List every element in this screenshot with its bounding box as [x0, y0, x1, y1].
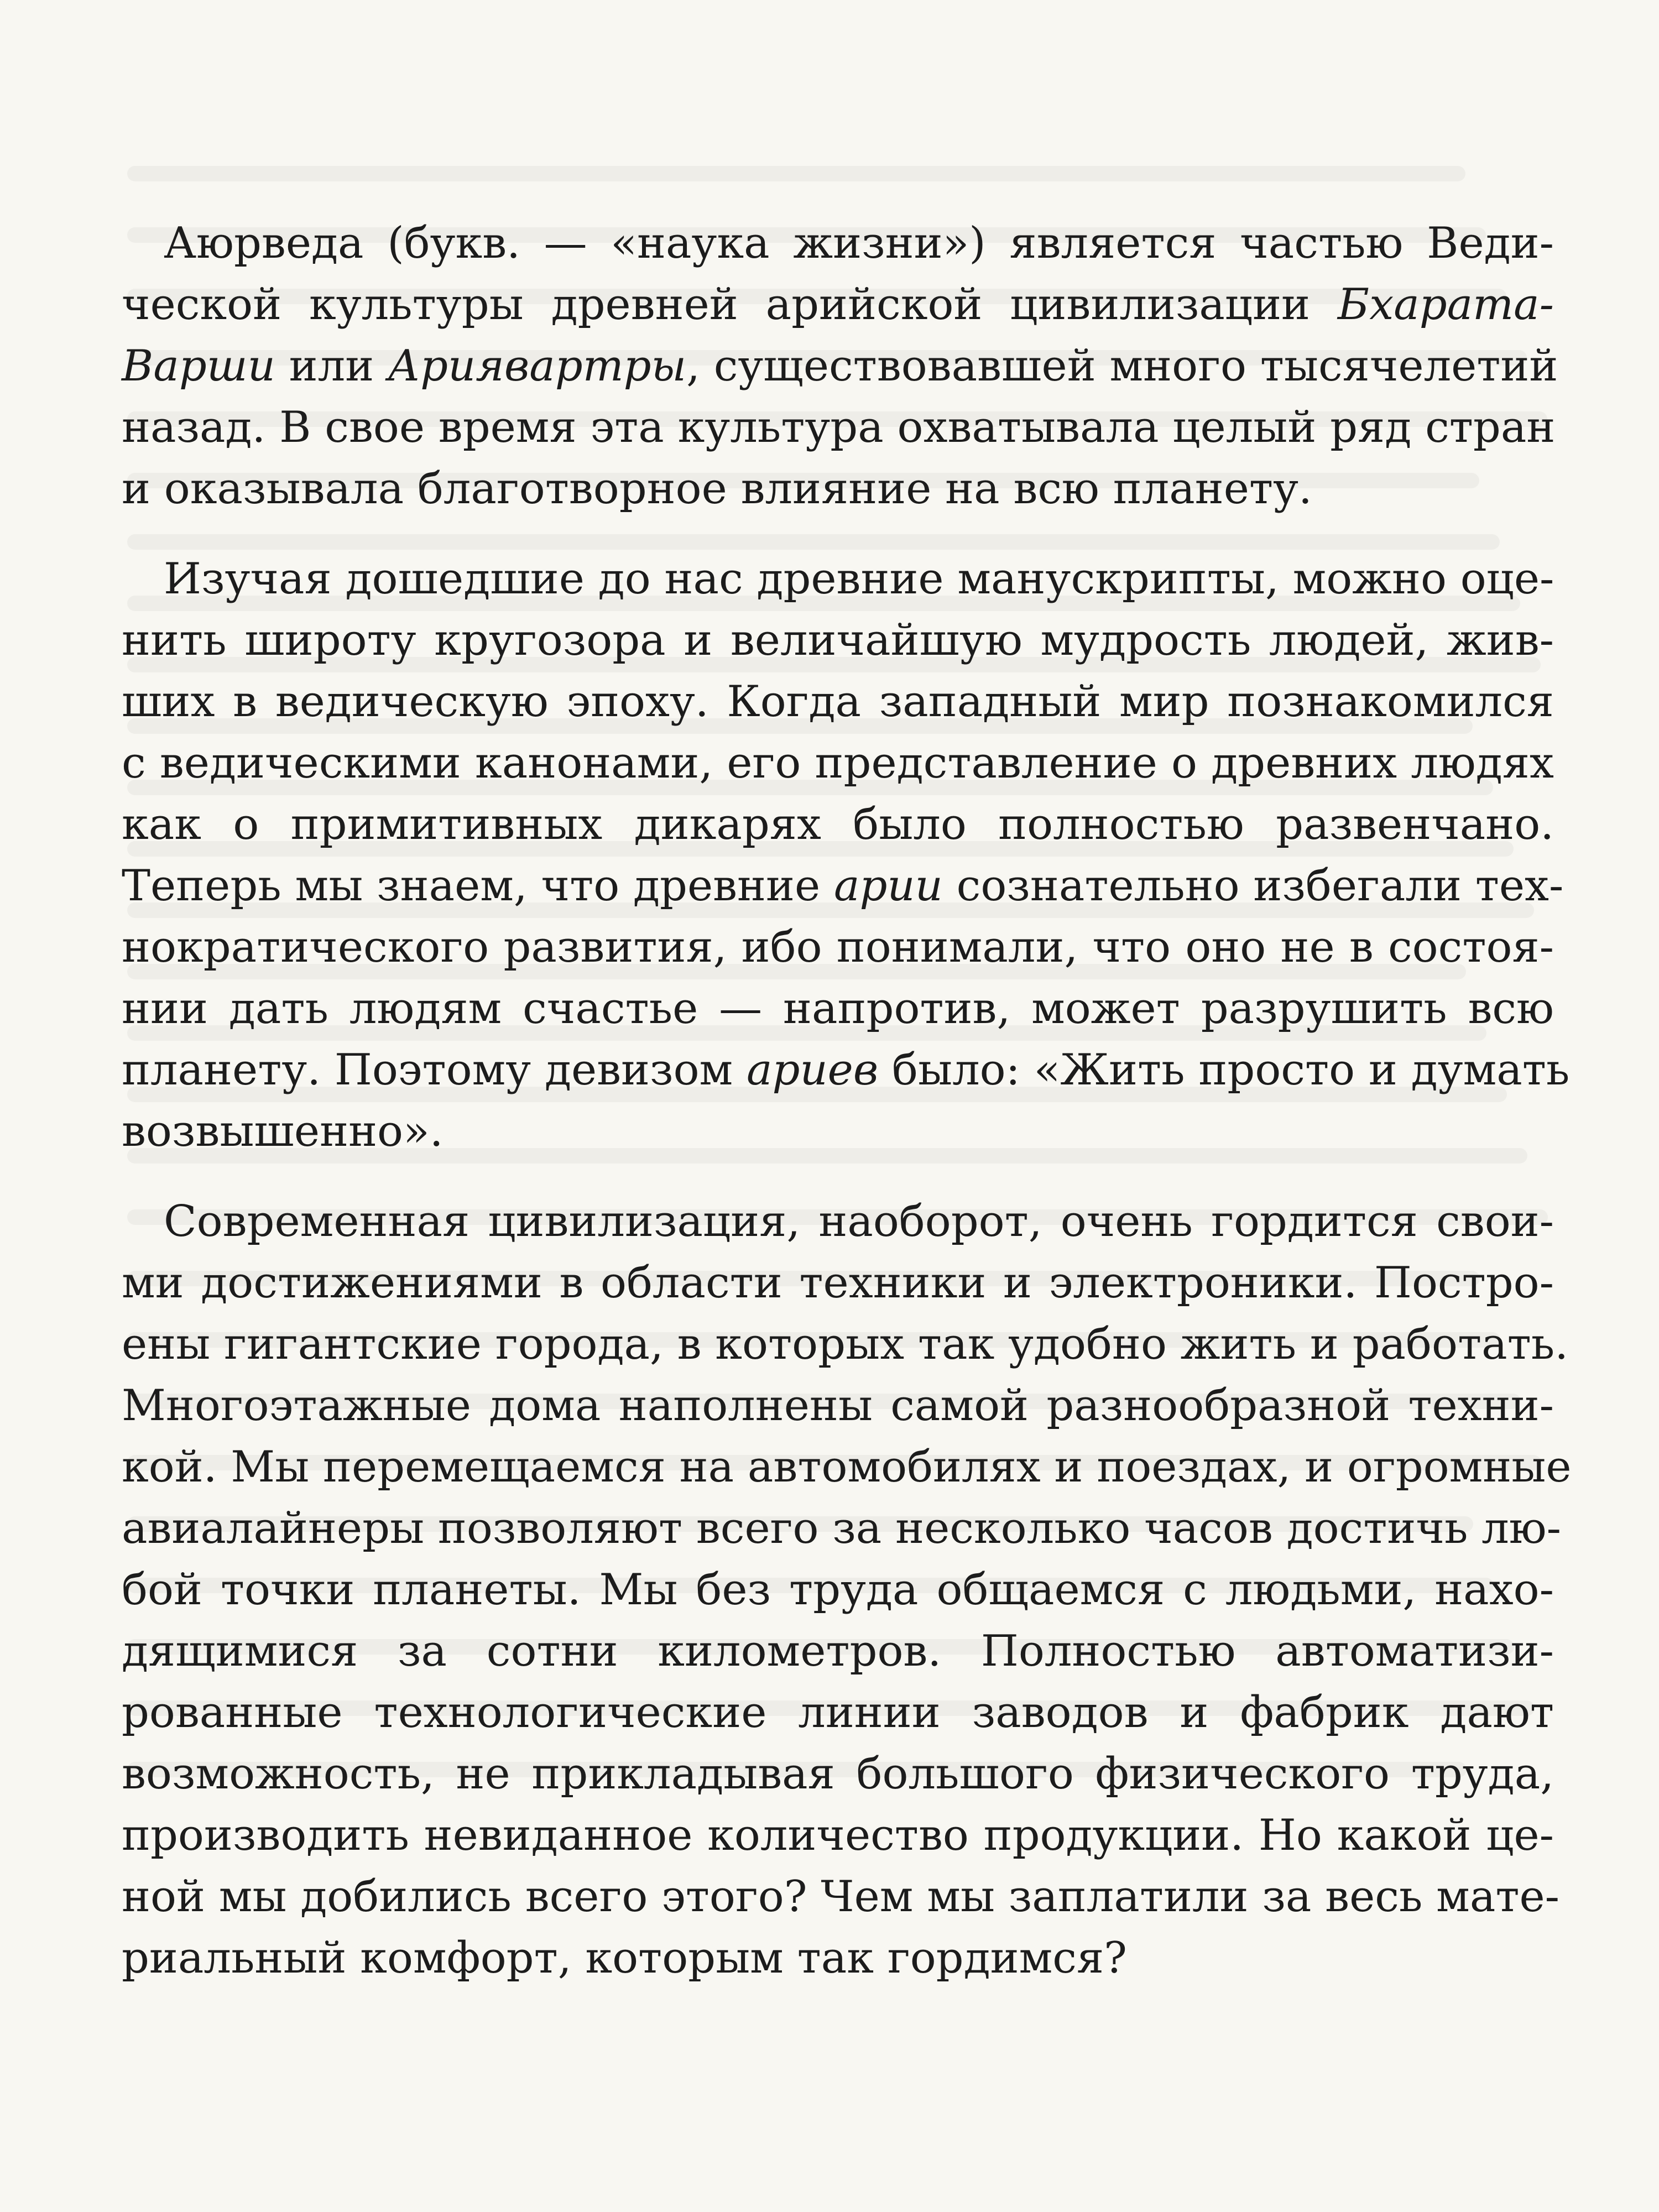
paragraph	[122, 1191, 1572, 1989]
text-segment: ной мы добились всего этого? Чем мы заплатили за весь мате-	[122, 1872, 1560, 1922]
text-line	[122, 1253, 1554, 1314]
text-line	[122, 978, 1554, 1040]
text-line	[122, 1437, 1572, 1498]
text-line	[122, 733, 1554, 794]
text-segment: ческой культуры древней арийской цивилизации	[122, 280, 1338, 330]
text-segment: кой. Мы перемещаемся на автомобилях и поездах, и огромные	[122, 1442, 1572, 1492]
text-segment: , существовавшей много тысячелетий	[686, 341, 1558, 391]
text-line	[122, 671, 1554, 733]
text-segment: как о примитивных дикарях было полностью развенчано.	[122, 800, 1554, 849]
text-line	[122, 549, 1554, 610]
text-segment: и оказывала благотворное влияние на всю планету.	[122, 464, 1312, 514]
text-segment: было: «Жить просто и думать	[878, 1045, 1570, 1095]
text-segment: возможность, не прикладывая большого физического труда,	[122, 1749, 1554, 1799]
text-line	[122, 1682, 1554, 1744]
italic-term: арии	[833, 861, 943, 911]
text-line	[122, 458, 1554, 520]
text-segment: ших в ведическую эпоху. Когда западный мир познакомился	[122, 677, 1554, 727]
text-line	[122, 610, 1554, 671]
text-line	[122, 213, 1554, 274]
text-segment: нить широту кругозора и величайшую мудрость людей, жив-	[122, 615, 1554, 665]
text-line	[122, 1314, 1569, 1375]
text-line	[122, 1498, 1562, 1559]
text-line	[122, 1559, 1554, 1621]
text-segment: ены гигантские города, в которых так удобно жить и работать.	[122, 1319, 1569, 1369]
text-line	[122, 1375, 1554, 1437]
text-segment: Теперь мы знаем, что древние	[122, 861, 834, 911]
body-text	[122, 213, 1572, 2018]
text-line	[122, 1866, 1560, 1928]
text-segment: рованные технологические линии заводов и фабрик дают	[122, 1688, 1554, 1738]
paragraph	[122, 549, 1570, 1162]
text-segment: нократического развития, ибо понимали, что оно не в состоя-	[122, 922, 1554, 972]
text-segment: бой точки планеты. Мы без труда общаемся с людьми, нахо-	[122, 1565, 1554, 1615]
text-segment: нии дать людям счастье — напротив, может разрушить всю	[122, 984, 1554, 1034]
text-segment: риальный комфорт, которым так гордимся?	[122, 1933, 1127, 1983]
italic-term: Ариявартры	[388, 341, 687, 391]
italic-term: Варши	[122, 341, 275, 391]
text-line	[122, 1621, 1554, 1682]
text-segment: Многоэтажные дома наполнены самой разнообразной техни-	[122, 1381, 1554, 1431]
text-segment: авиалайнеры позволяют всего за несколько часов достичь лю-	[122, 1504, 1562, 1553]
text-line	[122, 1928, 1554, 1989]
text-segment: Современная цивилизация, наоборот, очень гордится свои-	[164, 1197, 1554, 1246]
text-segment: дящимися за сотни километров. Полностью автоматизи-	[122, 1626, 1554, 1676]
text-segment: сознательно избегали тех-	[942, 861, 1564, 911]
text-line	[122, 1805, 1554, 1866]
text-segment: или	[275, 341, 388, 391]
text-line	[122, 1191, 1554, 1253]
text-segment: Аюрведа (букв. — «наука жизни») является частью Веди-	[164, 218, 1554, 268]
text-segment: Изучая дошедшие до нас древние манускрипты, можно оце-	[164, 554, 1554, 604]
text-segment: возвышенно».	[122, 1107, 444, 1156]
text-segment: производить невиданное количество продукции. Но какой це-	[122, 1811, 1554, 1860]
text-line	[122, 794, 1554, 855]
text-line	[122, 855, 1564, 917]
text-line	[122, 397, 1554, 458]
bleed-through-line	[127, 166, 1465, 181]
text-line	[122, 1744, 1554, 1805]
italic-term: ариев	[747, 1045, 879, 1095]
text-line	[122, 917, 1554, 978]
text-segment: с ведическими канонами, его представление о древних людях	[122, 738, 1554, 788]
paragraph	[122, 213, 1558, 520]
text-line	[122, 274, 1554, 336]
text-line	[122, 1040, 1570, 1101]
text-line	[122, 336, 1558, 397]
italic-term: Бхарата-	[1337, 280, 1554, 330]
text-segment: ми достижениями в области техники и электроники. Постро-	[122, 1258, 1554, 1308]
text-segment: назад. В свое время эта культура охватывала целый ряд стран	[122, 403, 1556, 452]
text-line	[122, 1101, 1554, 1162]
text-segment: планету. Поэтому девизом	[122, 1045, 747, 1095]
